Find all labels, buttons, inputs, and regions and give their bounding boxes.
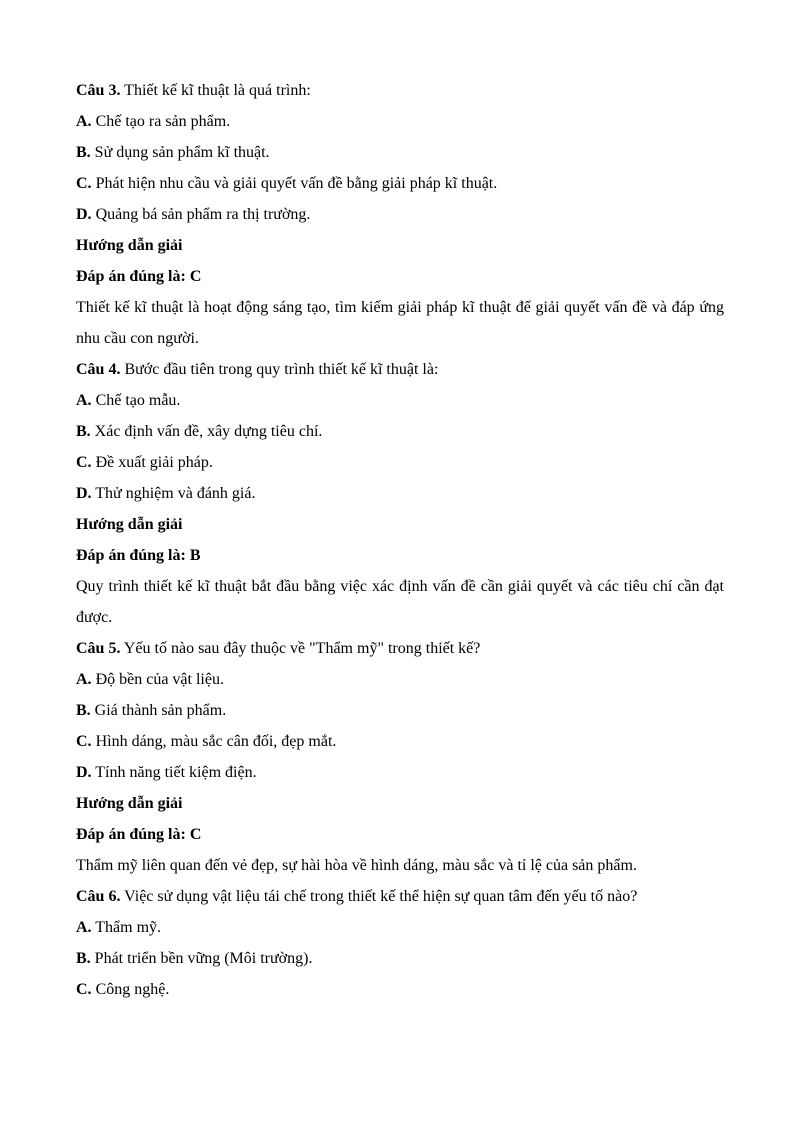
question-block — [76, 75, 724, 354]
option-text: Chế tạo mẫu. — [91, 392, 181, 409]
question-block — [76, 881, 724, 1005]
option-c — [76, 168, 724, 199]
option-a — [76, 385, 724, 416]
option-c — [76, 447, 724, 478]
answer-line: Đáp án đúng là: C — [76, 268, 202, 285]
option-d — [76, 757, 724, 788]
option-d — [76, 199, 724, 230]
option-letter: B. — [76, 702, 91, 719]
question-stem — [76, 633, 724, 664]
option-text: Chế tạo ra sản phẩm. — [91, 113, 231, 130]
guide-heading: Hướng dẫn giải — [76, 516, 183, 533]
question-block — [76, 354, 724, 633]
option-letter: A. — [76, 671, 92, 688]
explanation: Thiết kế kĩ thuật là hoạt động sáng tạo, tìm kiếm giải pháp kĩ thuật để giải quyết vấn đề và đáp ứng nhu cầu con người. — [76, 299, 724, 347]
option-letter: C. — [76, 981, 92, 998]
option-letter: D. — [76, 485, 92, 502]
question-stem — [76, 354, 724, 385]
option-b — [76, 137, 724, 168]
option-text: Thẩm mỹ. — [91, 919, 162, 936]
option-c — [76, 974, 724, 1005]
question-text: Thiết kế kĩ thuật là quá trình: — [120, 82, 311, 99]
question-text: Yếu tố nào sau đây thuộc về "Thẩm mỹ" trong thiết kế? — [120, 640, 481, 657]
option-text: Công nghệ. — [91, 981, 170, 998]
option-text: Phát triển bền vững (Môi trường). — [90, 950, 313, 967]
question-label: Câu 3. — [76, 82, 121, 99]
option-text: Phát hiện nhu cầu và giải quyết vấn đề bằng giải pháp kĩ thuật. — [91, 175, 498, 192]
option-d — [76, 478, 724, 509]
option-text: Hình dáng, màu sắc cân đối, đẹp mắt. — [91, 733, 337, 750]
explanation: Quy trình thiết kế kĩ thuật bắt đầu bằng việc xác định vấn đề cần giải quyết và các tiêu chí cần đạt được. — [76, 578, 724, 626]
guide-heading: Hướng dẫn giải — [76, 237, 183, 254]
option-c — [76, 726, 724, 757]
option-a — [76, 912, 724, 943]
option-b — [76, 943, 724, 974]
option-letter: B. — [76, 950, 91, 967]
question-label: Câu 4. — [76, 361, 121, 378]
answer-line: Đáp án đúng là: C — [76, 826, 202, 843]
option-text: Thử nghiệm và đánh giá. — [91, 485, 256, 502]
option-text: Giá thành sản phẩm. — [90, 702, 227, 719]
option-text: Đề xuất giải pháp. — [91, 454, 213, 471]
document-page — [76, 75, 724, 1005]
question-block — [76, 633, 724, 881]
option-letter: C. — [76, 733, 92, 750]
option-b — [76, 695, 724, 726]
question-stem — [76, 881, 724, 912]
option-letter: D. — [76, 206, 92, 223]
question-stem — [76, 75, 724, 106]
option-letter: C. — [76, 454, 92, 471]
guide-heading: Hướng dẫn giải — [76, 795, 183, 812]
option-text: Quảng bá sản phẩm ra thị trường. — [91, 206, 311, 223]
option-text: Độ bền của vật liệu. — [91, 671, 224, 688]
option-letter: A. — [76, 919, 92, 936]
option-b — [76, 416, 724, 447]
question-text: Việc sử dụng vật liệu tái chế trong thiết kế thể hiện sự quan tâm đến yếu tố nào? — [120, 888, 638, 905]
question-text: Bước đầu tiên trong quy trình thiết kế kĩ thuật là: — [120, 361, 439, 378]
option-text: Tính năng tiết kiệm điện. — [91, 764, 257, 781]
explanation: Thẩm mỹ liên quan đến vẻ đẹp, sự hài hòa về hình dáng, màu sắc và tỉ lệ của sản phẩm. — [76, 857, 637, 874]
option-letter: B. — [76, 423, 91, 440]
option-a — [76, 106, 724, 137]
question-label: Câu 6. — [76, 888, 121, 905]
option-text: Xác định vấn đề, xây dựng tiêu chí. — [90, 423, 323, 440]
option-text: Sử dụng sản phẩm kĩ thuật. — [90, 144, 270, 161]
option-letter: D. — [76, 764, 92, 781]
option-letter: A. — [76, 392, 92, 409]
question-label: Câu 5. — [76, 640, 121, 657]
answer-line: Đáp án đúng là: B — [76, 547, 201, 564]
option-letter: C. — [76, 175, 92, 192]
option-letter: A. — [76, 113, 92, 130]
option-letter: B. — [76, 144, 91, 161]
option-a — [76, 664, 724, 695]
